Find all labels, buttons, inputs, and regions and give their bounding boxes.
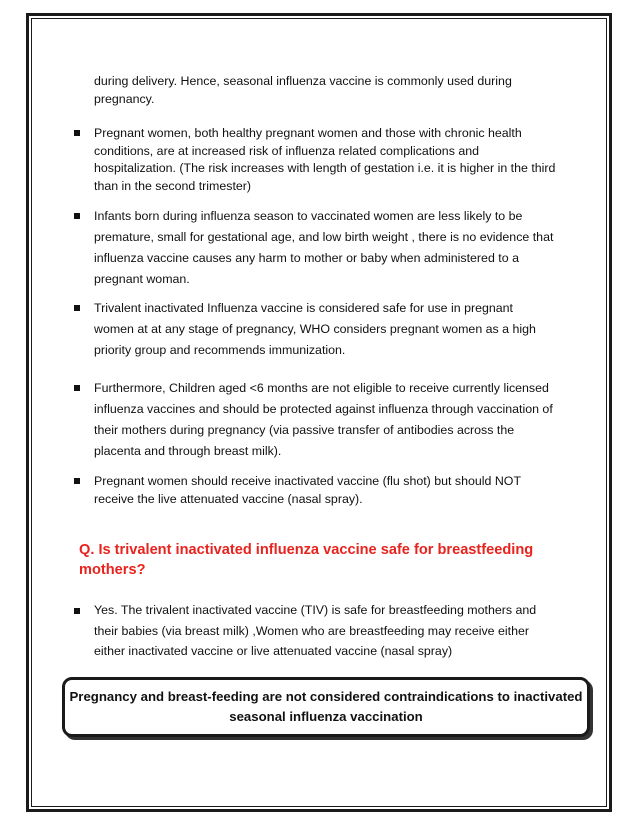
answer-bullet-item: Yes. The trivalent inactivated vaccine (TIV) is safe for breastfeeding mothers and their babies (via breast milk) ,Women who are breastfeeding may receive either either inactivated vaccine or live attenuated vaccine (nasal spray) — [94, 603, 537, 658]
bullet-item-trivalent: Trivalent inactivated Influenza vaccine is considered safe for use in pregnant women at at any stage of pregnancy, WHO considers pregnant women as a high priority group and recommends immunization. — [94, 301, 536, 357]
bullet-item-infants: Infants born during influenza season to vaccinated women are less likely to be premature, small for gestational age, and low birth weight , there is no evidence that influenza vaccine causes any harm to mother or baby when administered to a pregnant woman. — [94, 209, 554, 286]
bullet-item-children: Furthermore, Children aged <6 months are not eligible to receive currently licensed influenza vaccines and should be protected against influenza through vaccination of their mothers during pregnancy (via passive transfer of antibodies across the placenta and through breast milk). — [94, 381, 553, 458]
callout-text: Pregnancy and breast-feeding are not considered contraindications to inactivated seasonal influenza vaccination — [69, 689, 583, 724]
bullet-icon — [74, 385, 80, 391]
bullet-icon — [74, 305, 80, 311]
bullet-icon — [74, 608, 80, 614]
intro-continuation: during delivery. Hence, seasonal influenza vaccine is commonly used during pregnancy. — [94, 74, 512, 106]
bullet-icon — [74, 213, 80, 219]
bullet-icon — [74, 478, 80, 484]
callout-box — [62, 677, 590, 737]
bullet-item-nasal-spray: Pregnant women should receive inactivated vaccine (flu shot) but should NOT receive the live attenuated vaccine (nasal spray). — [94, 474, 521, 506]
bullet-icon — [74, 130, 80, 136]
bullet-item-risk: Pregnant women, both healthy pregnant women and those with chronic health conditions, are at increased risk of influenza related complications and hospitalization. (The risk increases with length of gestation i.e. it is higher in the third than in the second trimester) — [94, 126, 556, 193]
question-heading: Q. Is trivalent inactivated influenza vaccine safe for breastfeeding mothers? — [79, 542, 534, 578]
